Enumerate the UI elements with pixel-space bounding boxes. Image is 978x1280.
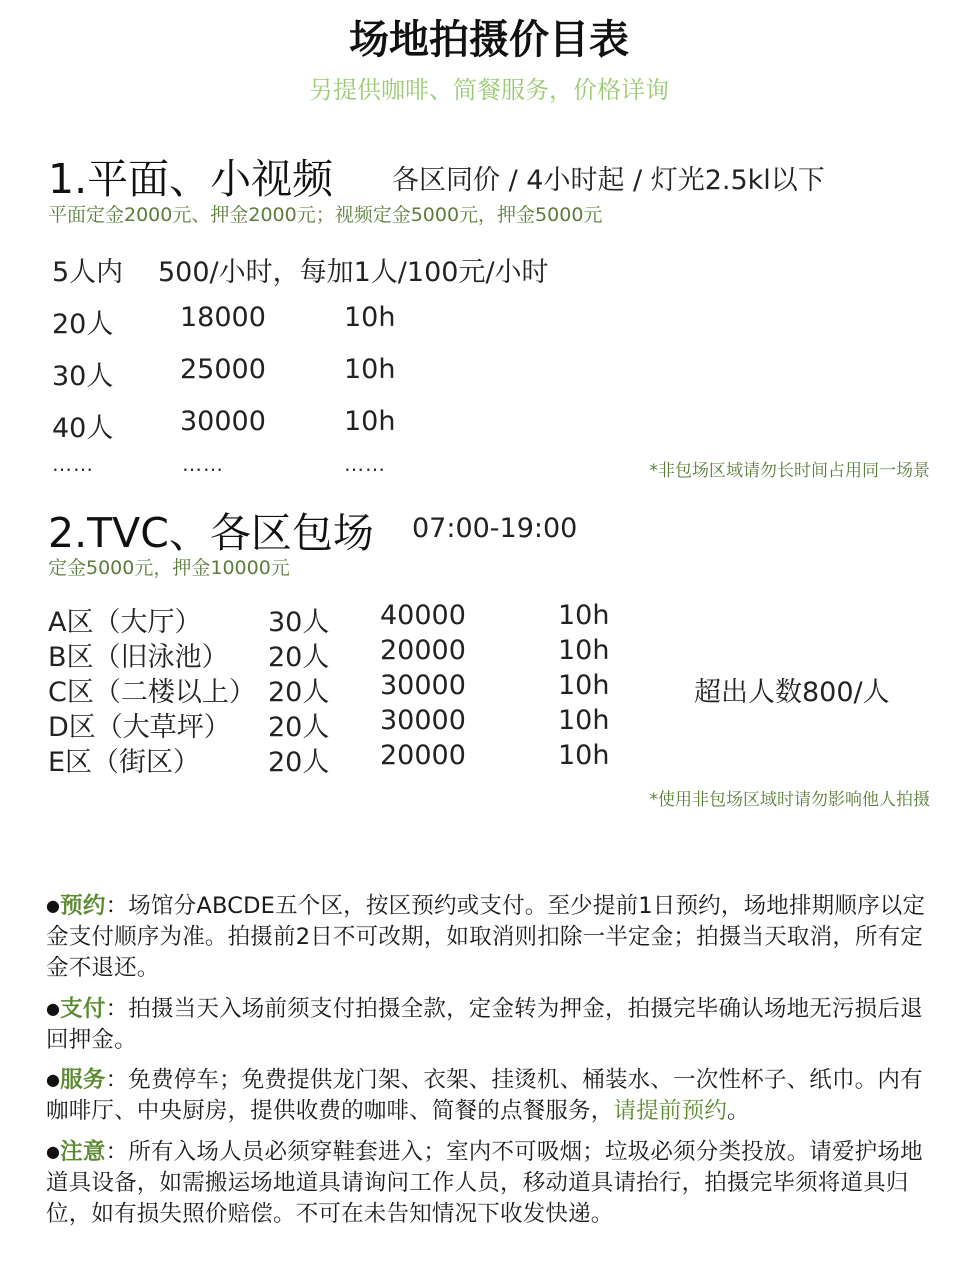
bullet-icon: ●	[46, 896, 61, 915]
note-text: ：场馆分ABCDE五个区，按区预约或支付。至少提前1日预约，场地排期顺序以定金支付顺序为准。拍摄前2日不可改期，如取消则扣除一半定金；拍摄当天取消，所有定金不退还。	[46, 893, 926, 981]
note-label: 支付	[60, 996, 106, 1022]
row-hours: 10h	[344, 302, 396, 333]
row-price: 20000	[380, 635, 466, 666]
row-people: 20人	[268, 712, 330, 743]
note-end: 。	[727, 1098, 750, 1124]
note-text: ：所有入场人员必须穿鞋套进入；室内不可吸烟；垃圾必须分类投放。请爱护场地道具设备，如需搬运场地道具请询问工作人员，移动道具请抬行，拍摄完毕须将道具归位，如有损失照价赔偿。不可在未告知情况下收发快递。	[46, 1139, 923, 1227]
ellipsis: ……	[182, 452, 224, 476]
row-price: 25000	[180, 354, 266, 385]
section1-base-people: 5人内	[52, 257, 124, 288]
section1-note: 各区同价 / 4小时起 / 灯光2.5kl以下	[392, 165, 825, 196]
row-people: 30人	[52, 361, 114, 392]
section1-heading: 1.平面、小视频	[48, 155, 334, 203]
extra-people-fee: 超出人数800/人	[694, 677, 890, 708]
section2-note: 07:00-19:00	[412, 513, 578, 544]
row-price: 20000	[380, 740, 466, 771]
row-hours: 10h	[344, 354, 396, 385]
row-hours: 10h	[558, 600, 610, 631]
note-highlight: 请提前预约	[613, 1098, 728, 1124]
ellipsis: ……	[52, 452, 94, 476]
bullet-icon: ●	[46, 1142, 61, 1161]
row-hours: 10h	[558, 740, 610, 771]
bullet-icon: ●	[46, 999, 61, 1018]
section1-aside: *非包场区域请勿长时间占用同一场景	[649, 461, 930, 481]
section2-aside: *使用非包场区域时请勿影响他人拍摄	[649, 790, 930, 810]
note-label: 预约	[60, 893, 106, 919]
note-booking	[46, 890, 936, 984]
row-people: 30人	[268, 607, 330, 638]
section2-deposit: 定金5000元，押金10000元	[48, 557, 290, 579]
section1-base-price: 500/小时，每加1人/100元/小时	[158, 257, 549, 288]
note-text: ：拍摄当天入场前须支付拍摄全款，定金转为押金，拍摄完毕确认场地无污损后退回押金。	[46, 996, 923, 1053]
note-label: 服务	[60, 1067, 106, 1093]
bullet-icon: ●	[46, 1070, 61, 1089]
ellipsis: ……	[344, 452, 386, 476]
row-hours: 10h	[558, 635, 610, 666]
row-price: 30000	[380, 670, 466, 701]
row-hours: 10h	[344, 406, 396, 437]
row-zone: C区（二楼以上）	[48, 677, 256, 708]
row-hours: 10h	[558, 670, 610, 701]
note-payment	[46, 993, 936, 1056]
row-people: 20人	[52, 309, 114, 340]
row-price: 30000	[380, 705, 466, 736]
row-people: 40人	[52, 413, 114, 444]
row-people: 20人	[268, 677, 330, 708]
row-zone: E区（街区）	[48, 747, 201, 778]
row-zone: D区（大草坪）	[48, 712, 231, 743]
row-hours: 10h	[558, 705, 610, 736]
section1-deposit: 平面定金2000元、押金2000元；视频定金5000元，押金5000元	[48, 204, 603, 226]
row-price: 18000	[180, 302, 266, 333]
row-zone: A区（大厅）	[48, 607, 202, 638]
page-title: 场地拍摄价目表	[349, 17, 629, 63]
row-people: 20人	[268, 747, 330, 778]
row-price: 40000	[380, 600, 466, 631]
row-zone: B区（旧泳池）	[48, 642, 229, 673]
row-people: 20人	[268, 642, 330, 673]
note-label: 注意	[60, 1139, 106, 1165]
row-price: 30000	[180, 406, 266, 437]
note-notice	[46, 1136, 936, 1230]
note-service	[46, 1064, 936, 1127]
page-subtitle: 另提供咖啡、简餐服务，价格详询	[309, 76, 669, 104]
note-text: ：免费停车；免费提供龙门架、衣架、挂烫机、桶装水、一次性杯子、纸巾。内有咖啡厅、中央厨房，提供收费的咖啡、简餐的点餐服务，	[46, 1067, 923, 1124]
section2-heading: 2.TVC、各区包场	[48, 509, 374, 557]
